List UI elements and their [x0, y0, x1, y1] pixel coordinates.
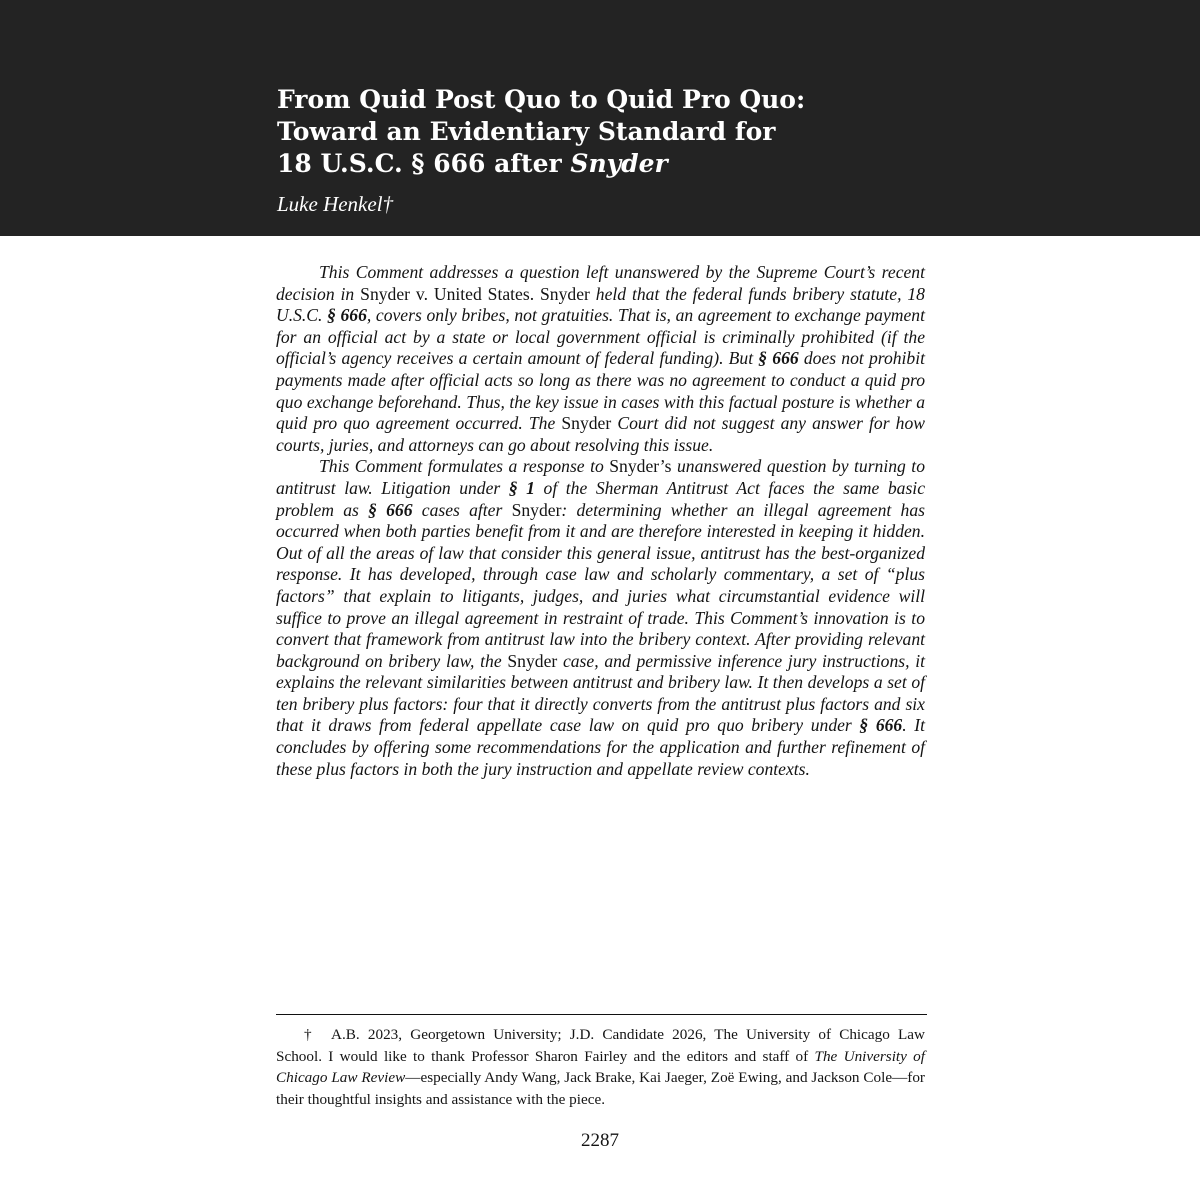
title-banner: [0, 0, 1200, 236]
footnote-divider: [276, 1014, 927, 1015]
text-run: unanswered question by turning to antitrust law. Litigation under: [276, 456, 925, 498]
footnote-marker: †: [304, 1026, 312, 1043]
text-run: Court did not suggest any answer for how courts, juries, and attorneys can go about resolving this issue.: [276, 413, 925, 455]
title-line-3-text: 18 U.S.C. § 666 after: [277, 149, 571, 178]
text-run: § 1: [508, 477, 535, 498]
text-run: § 666: [859, 715, 903, 736]
abstract-paragraph-2: [276, 456, 925, 780]
text-run: § 666: [368, 499, 413, 520]
text-run: held that the federal funds bribery statute, 18 U.S.C.: [276, 283, 925, 326]
text-run: § 666: [327, 305, 367, 326]
title-line-3: [277, 148, 977, 180]
text-run: .: [529, 283, 541, 304]
text-run: This Comment formulates a response to: [319, 456, 610, 477]
abstract-paragraph-1: [276, 262, 925, 456]
text-run: of the Sherman Antitrust Act faces the same basic problem as: [276, 477, 926, 520]
abstract: [276, 262, 925, 780]
footnote-text-after: —especially Andy Wang, Jack Brake, Kai Jaeger, Zoë Ewing, and Jackson Cole—for their thoughtful insights and assistance with the piece.: [276, 1069, 925, 1108]
text-run: . It concludes by offering some recommendations for the application and further refinement of these plus factors in both the jury instruction and appellate review contexts.: [276, 715, 926, 779]
page-number: 2287: [581, 1130, 619, 1151]
text-run: case, and permissive inference jury instructions, it explains the relevant similarities between antitrust and bribery law. It then develops a set of ten bribery plus factors: four that it directly converts from the antitrust plus factors and six that it draws from federal appellate case law on quid pro quo bribery under: [276, 650, 925, 736]
text-run: Snyder: [540, 283, 590, 304]
article-title: [277, 84, 977, 180]
text-run: , covers only bribes, not gratuities. That is, an agreement to exchange payment for an official act by a state or local government official is criminally prohibited (if the official’s agency receives a certain amount of federal funding). But: [276, 305, 925, 369]
text-run: cases after: [412, 499, 512, 520]
text-run: : determining whether an illegal agreement has occurred when both parties benefit from it and are therefore interested in keeping it hidden. Out of all the areas of law that consider this general issue, antitrust has the best-organized response. It has developed, through case law and scholarly commentary, a set of “plus factors” that explain to litigants, judges, and juries what circumstantial evidence will suffice to prove an illegal agreement in restraint of trade. This Comment’s innovation is to convert that framework from antitrust law into the bribery context. After providing relevant background on bribery law, the: [276, 499, 925, 671]
text-run: Snyder v. United States: [360, 283, 530, 304]
title-line-2: Toward an Evidentiary Standard for: [277, 117, 776, 146]
footnote-journal-name: The University of Chicago Law Review: [276, 1047, 925, 1087]
text-run: does not prohibit payments made after official acts so long as there was no agreement to conduct a quid pro quo exchange beforehand. Thus, the key issue in cases with this factual posture is whether a quid pro quo agreement occurred. The: [276, 348, 925, 434]
text-run: This Comment addresses a question left unanswered by the Supreme Court’s recent decision in: [276, 262, 925, 304]
footnote: [276, 1024, 925, 1110]
footnote-text-before: A.B. 2023, Georgetown University; J.D. Candidate 2026, The University of Chicago Law School. I would like to thank Professor Sharon Fairley and the editors and staff of: [276, 1026, 925, 1065]
text-run: Snyder: [511, 499, 562, 520]
text-run: Snyder: [561, 413, 612, 434]
text-run: Snyder: [507, 650, 558, 671]
text-run: § 666: [758, 348, 799, 369]
title-case-name: Snyder: [570, 149, 668, 178]
text-run: Snyder’s: [609, 456, 672, 477]
title-line-1: From Quid Post Quo to Quid Pro Quo:: [277, 85, 806, 114]
author-byline: Luke Henkel†: [277, 192, 394, 216]
